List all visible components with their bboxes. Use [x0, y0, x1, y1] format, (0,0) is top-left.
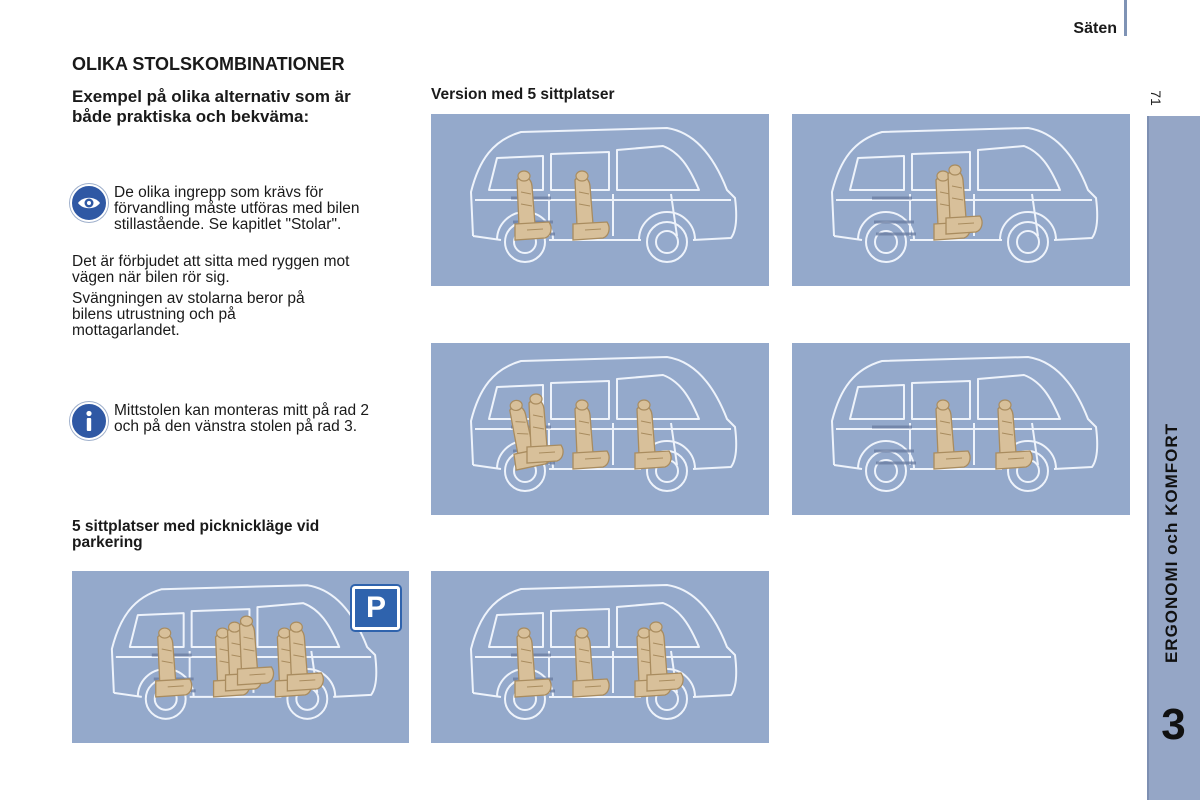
eye-icon	[70, 184, 108, 222]
picnic-heading: 5 sittplatser med picknickläge vid parkering	[72, 518, 320, 551]
seat-figure	[573, 400, 609, 469]
car-illustration	[792, 114, 1130, 286]
wheel	[866, 451, 906, 491]
page-number: 71	[1148, 90, 1164, 106]
seat-figure	[515, 171, 551, 240]
seat-configuration-4	[792, 343, 1130, 515]
info-notice-text: Mittstolen kan monteras mitt på rad 2 och på den vänstra stolen på rad 3.	[114, 402, 370, 435]
seat-configuration-1	[431, 114, 769, 286]
seat-configuration-5	[431, 571, 769, 743]
info-icon	[70, 402, 108, 440]
wheel	[866, 222, 906, 262]
seat-figure	[635, 400, 671, 469]
section-heading: OLIKA STOLSKOMBINATIONER	[72, 54, 345, 74]
car-illustration	[792, 343, 1130, 515]
seat-figure	[515, 628, 551, 697]
seat-figure	[156, 628, 192, 697]
seat-figure	[573, 171, 609, 240]
eye-icon-glyph	[72, 186, 106, 220]
parking-sign-icon: P	[352, 586, 400, 630]
car-illustration	[431, 571, 769, 743]
version-heading: Version med 5 sittplatser	[431, 86, 615, 103]
seat-figure	[996, 400, 1032, 469]
car-illustration	[431, 114, 769, 286]
seat-configuration-3	[431, 343, 769, 515]
chapter-label-text: ERGONOMI och KOMFORT	[1162, 422, 1181, 664]
eye-notice-text: De olika ingrepp som krävs för förvandling måste utföras med bilen stillastående. Se kapitlet "Stolar".	[114, 184, 360, 233]
equipment-paragraph: Svängningen av stolarna beror på bilens utrustning och på mottagarlandet.	[72, 290, 305, 339]
seat-figure	[934, 400, 970, 469]
wheel	[647, 222, 687, 262]
seat-configuration-2	[792, 114, 1130, 286]
wheel	[1008, 222, 1048, 262]
intro-heading: Exempel på olika alternativ som är både praktiska och bekväma:	[72, 87, 351, 126]
seat-figure	[238, 616, 274, 685]
header-divider	[1124, 0, 1127, 36]
chapter-number: 3	[1161, 700, 1186, 749]
car-illustration	[431, 343, 769, 515]
info-icon-glyph	[72, 404, 106, 438]
chapter-side-tab-border	[1147, 116, 1149, 800]
warning-paragraph: Det är förbjudet att sitta med ryggen mot vägen när bilen rör sig.	[72, 253, 350, 286]
running-header-title: Säten	[1073, 20, 1117, 37]
seat-figure	[573, 628, 609, 697]
